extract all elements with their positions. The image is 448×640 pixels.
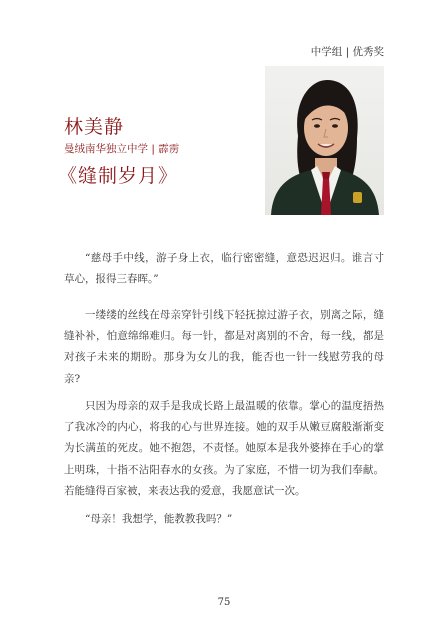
award-category: 中学组 | 优秀奖: [310, 46, 384, 58]
author-name: 林美静: [64, 116, 125, 138]
page-number: 75: [217, 597, 231, 608]
essay-paragraph: “母亲！我想学，能教教我吗？”: [85, 513, 233, 525]
school-name: 曼绒南华独立中学 | 霹雳: [64, 143, 180, 155]
essay-paragraph: 一缕缕的丝线在母亲穿针引线下轻抚掠过游子衣，别离之际，缝缝补补，怕意绵绵难归。每一针，都是对离别的不舍，每一线，都是对孩子未来的期盼。那身为女儿的我，能否也一针一线慰劳我的母亲?: [64, 309, 384, 385]
essay-paragraph: “慈母手中线，游子身上衣，临行密密缝，意恐迟迟归。谁言寸草心，报得三春晖。”: [64, 252, 384, 286]
essay-title: 《缝制岁月》: [58, 165, 179, 187]
author-portrait-photo: [265, 66, 384, 215]
essay-paragraph: 只因为母亲的双手是我成长路上最温暖的依靠。掌心的温度捂热了我冰冷的内心，将我的心与世界连接。她的双手从嫩豆腐般渐渐变为长满茧的死皮。她不抱怨，不责怪。她原本是我外婆捧在手心的掌上明珠，十指不沾阳春水的女孩。为了家庭，不惜一切为我们奉献。若能缝得百家被，来表达我的爱意，我愿意试一次。: [64, 400, 384, 497]
